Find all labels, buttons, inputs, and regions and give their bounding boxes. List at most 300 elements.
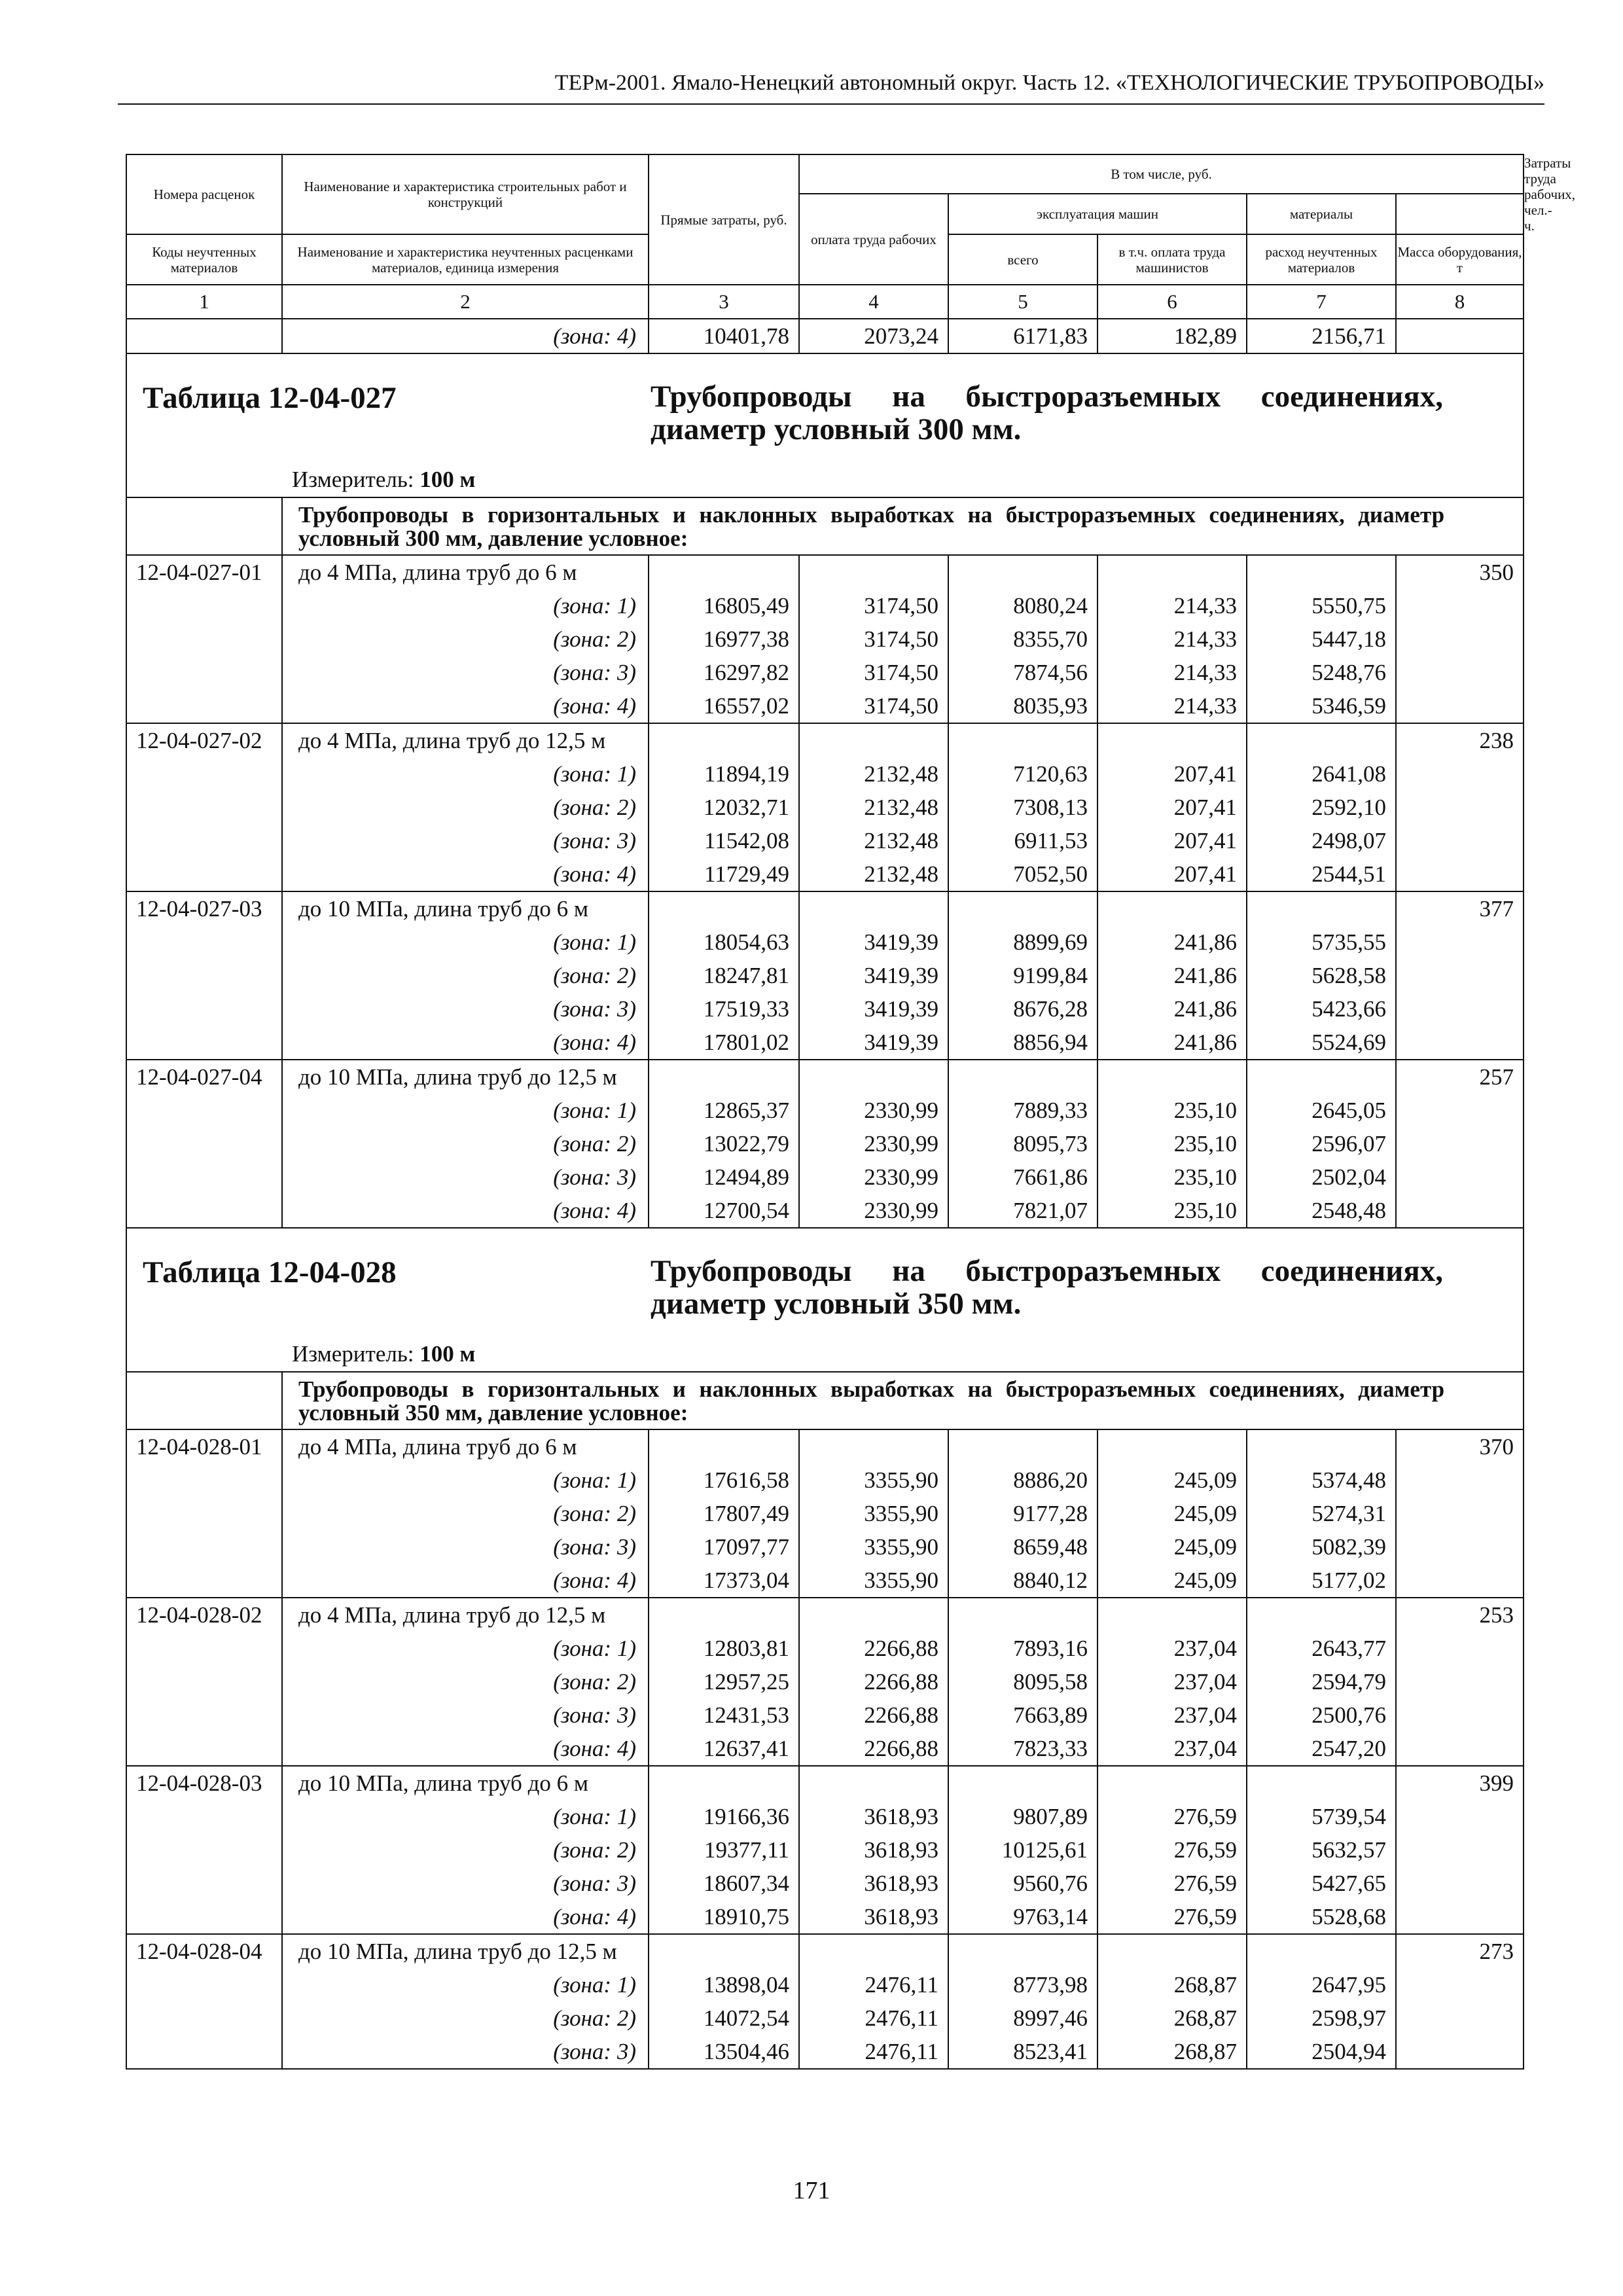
materials-cell: 5346,59 bbox=[1247, 689, 1396, 723]
zone-label: (зона: 4) bbox=[282, 689, 649, 723]
labor-costs-cell: 370 bbox=[1396, 1429, 1524, 1463]
machine-total-cell: 7120,63 bbox=[948, 757, 1097, 791]
machinist-pay-cell: 207,41 bbox=[1097, 757, 1247, 791]
labor-pay-cell: 3355,90 bbox=[799, 1564, 948, 1598]
empty-cell bbox=[1247, 1598, 1396, 1632]
work-name: до 10 МПа, длина труб до 6 м bbox=[282, 891, 649, 925]
machine-total-cell: 8355,70 bbox=[948, 622, 1097, 656]
materials-cell: 5739,54 bbox=[1247, 1800, 1396, 1833]
materials-cell: 5423,66 bbox=[1247, 992, 1396, 1026]
labor-costs-cell: 257 bbox=[1396, 1060, 1524, 1094]
empty-cell bbox=[1097, 1060, 1247, 1094]
zone-row bbox=[126, 1800, 1524, 1833]
measure-value: 100 м bbox=[419, 1341, 476, 1367]
col-header-unaccounted-materials: расход неучтенных материалов bbox=[1247, 234, 1396, 285]
code-spacer bbox=[126, 1833, 282, 1867]
machine-total-cell: 9560,76 bbox=[948, 1867, 1097, 1900]
materials-cell: 2643,77 bbox=[1247, 1632, 1396, 1665]
code-spacer bbox=[126, 589, 282, 622]
materials-cell: 2594,79 bbox=[1247, 1665, 1396, 1698]
machinist-pay-cell: 214,33 bbox=[1097, 622, 1247, 656]
empty-cell bbox=[948, 1934, 1097, 1968]
machinist-pay-cell: 245,09 bbox=[1097, 1463, 1247, 1497]
zone-label: (зона: 2) bbox=[282, 2001, 649, 2035]
direct-costs-cell: 19166,36 bbox=[649, 1800, 799, 1833]
col-header-material-codes: Коды неучтенных материалов bbox=[126, 234, 282, 285]
mass-spacer bbox=[1396, 589, 1524, 622]
empty-cell bbox=[948, 891, 1097, 925]
empty-cell bbox=[799, 891, 948, 925]
materials-cell: 5374,48 bbox=[1247, 1463, 1396, 1497]
zone-label: (зона: 4) bbox=[282, 1194, 649, 1228]
zone-label: (зона: 3) bbox=[282, 1867, 649, 1900]
machinist-pay-cell: 214,33 bbox=[1097, 656, 1247, 689]
direct-costs-cell: 12803,81 bbox=[649, 1632, 799, 1665]
labor-pay-cell: 3618,93 bbox=[799, 1900, 948, 1934]
machinist-pay-cell: 237,04 bbox=[1097, 1698, 1247, 1732]
zone-label: (зона: 2) bbox=[282, 959, 649, 992]
zone-row bbox=[126, 925, 1524, 959]
zone-row bbox=[126, 1463, 1524, 1497]
zone-label: (зона: 4) bbox=[282, 319, 649, 353]
labor-pay-cell: 2330,99 bbox=[799, 1127, 948, 1160]
empty-cell bbox=[799, 1060, 948, 1094]
zone-label: (зона: 2) bbox=[282, 1127, 649, 1160]
labor-costs-cell: 238 bbox=[1396, 723, 1524, 757]
mass-spacer bbox=[1396, 992, 1524, 1026]
carryover-row bbox=[126, 319, 1524, 353]
mass-spacer bbox=[1396, 1968, 1524, 2001]
code-spacer bbox=[126, 2001, 282, 2035]
col-number: 6 bbox=[1097, 285, 1247, 319]
materials-cell: 2544,51 bbox=[1247, 857, 1396, 891]
mass-spacer bbox=[1396, 857, 1524, 891]
direct-costs-cell: 16557,02 bbox=[649, 689, 799, 723]
mass-spacer bbox=[1396, 2001, 1524, 2035]
zone-row bbox=[126, 1127, 1524, 1160]
code-spacer bbox=[126, 1127, 282, 1160]
machine-total-cell: 8676,28 bbox=[948, 992, 1097, 1026]
labor-costs-cell: 350 bbox=[1396, 555, 1524, 589]
machinist-pay-cell: 241,86 bbox=[1097, 992, 1247, 1026]
code-spacer bbox=[126, 1867, 282, 1900]
zone-label: (зона: 4) bbox=[282, 857, 649, 891]
machinist-pay-cell: 241,86 bbox=[1097, 959, 1247, 992]
zone-label: (зона: 1) bbox=[282, 1968, 649, 2001]
materials-cell: 5528,68 bbox=[1247, 1900, 1396, 1934]
machinist-pay-cell: 214,33 bbox=[1097, 689, 1247, 723]
measure-label: Измеритель: bbox=[292, 467, 414, 492]
empty-cell bbox=[649, 1060, 799, 1094]
machine-total-cell: 7821,07 bbox=[948, 1194, 1097, 1228]
materials-cell: 2500,76 bbox=[1247, 1698, 1396, 1732]
materials-cell: 2156,71 bbox=[1247, 319, 1396, 353]
zone-label: (зона: 1) bbox=[282, 925, 649, 959]
code-spacer bbox=[126, 857, 282, 891]
zone-row bbox=[126, 689, 1524, 723]
empty-cell bbox=[1247, 555, 1396, 589]
table-heading bbox=[126, 1228, 1524, 1372]
machine-total-cell: 8773,98 bbox=[948, 1968, 1097, 2001]
zone-row bbox=[126, 791, 1524, 824]
col-header-including: В том числе, руб. bbox=[799, 154, 1524, 194]
zone-row bbox=[126, 1833, 1524, 1867]
mass-spacer bbox=[1396, 1564, 1524, 1598]
item-row bbox=[126, 723, 1524, 757]
zone-label: (зона: 3) bbox=[282, 824, 649, 857]
code-spacer bbox=[126, 992, 282, 1026]
machine-total-cell: 7889,33 bbox=[948, 1094, 1097, 1127]
mass-spacer bbox=[1396, 1867, 1524, 1900]
direct-costs-cell: 18910,75 bbox=[649, 1900, 799, 1934]
materials-cell: 5632,57 bbox=[1247, 1833, 1396, 1867]
zone-row bbox=[126, 1530, 1524, 1564]
zone-label: (зона: 2) bbox=[282, 791, 649, 824]
col-header-machine-operation: эксплуатация машин bbox=[948, 194, 1247, 234]
zone-label: (зона: 3) bbox=[282, 992, 649, 1026]
zone-label: (зона: 1) bbox=[282, 1632, 649, 1665]
materials-cell: 2647,95 bbox=[1247, 1968, 1396, 2001]
mass-spacer bbox=[1396, 1094, 1524, 1127]
empty-cell bbox=[799, 555, 948, 589]
zone-row bbox=[126, 1732, 1524, 1766]
rate-code: 12-04-028-01 bbox=[126, 1429, 282, 1463]
group-spacer bbox=[126, 1372, 282, 1429]
machinist-pay-cell: 245,09 bbox=[1097, 1497, 1247, 1530]
work-name: до 10 МПа, длина труб до 12,5 м bbox=[282, 1934, 649, 1968]
table-number: Таблица 12-04-027 bbox=[143, 381, 397, 415]
code-spacer bbox=[126, 1094, 282, 1127]
running-header: ТЕРм-2001. Ямало-Ненецкий автономный округ. Часть 12. «ТЕХНОЛОГИЧЕСКИЕ ТРУБОПРОВОДЫ» bbox=[118, 68, 1544, 105]
measure-line bbox=[292, 1341, 475, 1367]
direct-costs-cell: 12637,41 bbox=[649, 1732, 799, 1766]
item-row bbox=[126, 891, 1524, 925]
code-spacer bbox=[126, 1463, 282, 1497]
empty-cell bbox=[948, 1766, 1097, 1800]
col-header-labor-pay: оплата труда рабочих bbox=[799, 194, 948, 285]
zone-label: (зона: 3) bbox=[282, 1530, 649, 1564]
empty-cell bbox=[948, 1598, 1097, 1632]
machine-total-cell: 9177,28 bbox=[948, 1497, 1097, 1530]
direct-costs-cell: 17801,02 bbox=[649, 1026, 799, 1060]
empty-cell bbox=[649, 1429, 799, 1463]
materials-cell: 5447,18 bbox=[1247, 622, 1396, 656]
empty-cell bbox=[1097, 555, 1247, 589]
direct-costs-cell: 18607,34 bbox=[649, 1867, 799, 1900]
zone-row bbox=[126, 2001, 1524, 2035]
work-name: до 4 МПа, длина труб до 12,5 м bbox=[282, 723, 649, 757]
code-spacer bbox=[126, 1698, 282, 1732]
mass-spacer bbox=[1396, 622, 1524, 656]
materials-cell: 2592,10 bbox=[1247, 791, 1396, 824]
labor-pay-cell: 2266,88 bbox=[799, 1732, 948, 1766]
col-header-machinist-pay: в т.ч. оплата труда машинистов bbox=[1097, 234, 1247, 285]
zone-label: (зона: 3) bbox=[282, 2035, 649, 2069]
materials-cell: 2596,07 bbox=[1247, 1127, 1396, 1160]
machine-total-cell: 7663,89 bbox=[948, 1698, 1097, 1732]
materials-cell: 2547,20 bbox=[1247, 1732, 1396, 1766]
machinist-pay-cell: 235,10 bbox=[1097, 1160, 1247, 1194]
group-description: Трубопроводы в горизонтальных и наклонных выработках на быстроразъемных соединениях, диаметр условный 300 мм, давление условное: bbox=[282, 497, 1524, 555]
labor-pay-cell: 2132,48 bbox=[799, 757, 948, 791]
mass-spacer bbox=[1396, 757, 1524, 791]
machinist-pay-cell: 276,59 bbox=[1097, 1867, 1247, 1900]
zone-row bbox=[126, 1968, 1524, 2001]
machine-total-cell: 7823,33 bbox=[948, 1732, 1097, 1766]
direct-costs-cell: 17097,77 bbox=[649, 1530, 799, 1564]
col-header-total: всего bbox=[948, 234, 1097, 285]
zone-label: (зона: 4) bbox=[282, 1732, 649, 1766]
materials-cell: 5524,69 bbox=[1247, 1026, 1396, 1060]
direct-costs-cell: 16977,38 bbox=[649, 622, 799, 656]
code-spacer bbox=[126, 1732, 282, 1766]
zone-label: (зона: 4) bbox=[282, 1900, 649, 1934]
direct-costs-cell: 16805,49 bbox=[649, 589, 799, 622]
direct-costs-cell: 14072,54 bbox=[649, 2001, 799, 2035]
work-name: до 4 МПа, длина труб до 6 м bbox=[282, 555, 649, 589]
code-spacer bbox=[126, 656, 282, 689]
machinist-pay-cell: 207,41 bbox=[1097, 824, 1247, 857]
labor-pay-cell: 3419,39 bbox=[799, 959, 948, 992]
zone-row bbox=[126, 992, 1524, 1026]
zone-row bbox=[126, 857, 1524, 891]
machinist-pay-cell: 235,10 bbox=[1097, 1127, 1247, 1160]
zone-row bbox=[126, 1867, 1524, 1900]
work-name: до 10 МПа, длина труб до 6 м bbox=[282, 1766, 649, 1800]
direct-costs-cell: 13504,46 bbox=[649, 2035, 799, 2069]
zone-label: (зона: 1) bbox=[282, 1463, 649, 1497]
mass-spacer bbox=[1396, 1127, 1524, 1160]
labor-pay-cell: 3419,39 bbox=[799, 992, 948, 1026]
labor-pay-cell: 2266,88 bbox=[799, 1665, 948, 1698]
materials-cell: 5274,31 bbox=[1247, 1497, 1396, 1530]
machine-total-cell: 8856,94 bbox=[948, 1026, 1097, 1060]
zone-label: (зона: 1) bbox=[282, 757, 649, 791]
labor-pay-cell: 2330,99 bbox=[799, 1094, 948, 1127]
materials-cell: 5248,76 bbox=[1247, 656, 1396, 689]
materials-cell: 2645,05 bbox=[1247, 1094, 1396, 1127]
labor-pay-cell: 3419,39 bbox=[799, 925, 948, 959]
table-heading bbox=[126, 353, 1524, 497]
rate-code: 12-04-027-04 bbox=[126, 1060, 282, 1094]
code-spacer bbox=[126, 1800, 282, 1833]
rates-table: Номера расценок Наименование и характеристика строительных работ и конструкций Прямые затраты, руб. В том числе, руб. Затраты труда рабочих, чел.-ч. оплата труда рабочих эксплуатация машин материалы Коды неучтенных материалов Наименование и характеристика неучтенных расценками материалов, единица измерения всего в т.ч. оплата труда машинистов расход неучтенных материалов Масса оборудования, т 1 2 3 4 5 6 7 8 (зона: 4) 10401,78 2073,24 6171,83 182,89 2156,71 Таблица 12-04-027 Трубопроводы на быстроразъемных соединениях, диаметр условный 300 мм. Измеритель: 100 м Трубопроводы в горизонтальных и наклонных выработках на быстроразъемных соединениях, диаметр условный 300 мм, давление условное: 12-04-027-01 до 4 МПа, длина труб до 6 м 350 (зона: 1) 16805,49 3174,50 8080,24 214,33 5550,75 (зона: 2) 16977,38 3174,50 8355,70 214,33 5447,18 (зона: 3) 16297,82 3174,50 7874,56 214,33 5248,76 (зона: 4) 16557,02 3174,50 8035,93 214,33 5346,59 12-04-027-02 до 4 МПа, длина труб до 12,5 м 238 (зона: 1) 11894,19 2132,48 7120,63 207,41 2641,08 (зона: 2) 12032,71 2132,48 7308,13 207,41 2592,10 (зона: 3) 11542,08 2132,48 6911,53 207,41 2498,07 (зона: 4) 11729,49 2132,48 7052,50 207,41 2544,51 12-04-027-03 до 10 МПа, длина труб до 6 м 377 (зона: 1) 18054,63 3419,39 8899,69 241,86 5735,55 (зона: 2) 18247,81 3419,39 9199,84 241,86 5628,58 (зона: 3) 17519,33 3419,39 8676,28 241,86 5423,66 (зона: 4) 17801,02 3419,39 8856,94 241,86 5524,69 12-04-027-04 до 10 МПа, длина труб до 12,5 м 257 (зона: 1) 12865,37 2330,99 7889,33 235,10 2645,05 (зона: 2) 13022,79 2330,99 8095,73 235,10 2596,07 (зона: 3) 12494,89 2330,99 7661,86 235,10 2502,04 (зона: 4) 12700,54 2330,99 7821,07 235,10 2548,48 Таблица 12-04-028 Трубопроводы на быстроразъемных соединениях, диаметр условный 350 мм. Измеритель: 100 м Трубопроводы в горизонтальных и наклонных выработках на быстроразъемных соединениях, диаметр условный 350 мм, давление условное: 12-04-028-01 до 4 МПа, длина труб до 6 м 370 (зона: 1) 17616,58 3355,90 8886,20 245,09 5374,48 (зона: 2) 17807,49 3355,90 9177,28 245,09 5274,31 (зона: 3) 17097,77 3355,90 8659,48 245,09 5082,39 (зона: 4) 17373,04 3355,90 8840,12 245,09 5177,02 12-04-028-02 до 4 МПа, длина труб до 12,5 м 253 (зона: 1) 12803,81 2266,88 7893,16 237,04 2643,77 (зона: 2) 12957,25 2266,88 8095,58 237,04 2594,79 (зона: 3) 12431,53 2266,88 7663,89 237,04 2500,76 (зона: 4) 12637,41 2266,88 7823,33 237,04 2547,20 12-04-028-03 до 10 МПа, длина труб до 6 м 399 (зона: 1) 19166,36 3618,93 9807,89 276,59 5739,54 (зона: 2) 19377,11 3618,93 10125,61 276,59 5632,57 (зона: 3) 18607,34 3618,93 9560,76 276,59 5427,65 (зона: 4) 18910,75 3618,93 9763,14 276,59 5528,68 12-04-028-04 до 10 МПа, длина труб до 12,5 м 273 (зона: 1) 13898,04 2476,11 8773,98 268,87 2647,95 (зона: 2) 14072,54 2476,11 8997,46 268,87 2598,97 (зона: 3) 13504,46 2476,11 8523,41 268,87 2504,94 bbox=[126, 154, 1524, 2070]
empty-cell bbox=[1247, 891, 1396, 925]
labor-pay-cell: 3419,39 bbox=[799, 1026, 948, 1060]
machinist-pay-cell: 268,87 bbox=[1097, 2001, 1247, 2035]
machinist-pay-cell: 276,59 bbox=[1097, 1833, 1247, 1867]
empty-cell bbox=[1247, 1766, 1396, 1800]
code-spacer bbox=[126, 1968, 282, 2001]
machine-total-cell: 7661,86 bbox=[948, 1160, 1097, 1194]
col-header-direct-costs: Прямые затраты, руб. bbox=[649, 154, 799, 285]
labor-costs-cell: 399 bbox=[1396, 1766, 1524, 1800]
empty-cell bbox=[799, 1429, 948, 1463]
labor-pay-cell: 3355,90 bbox=[799, 1463, 948, 1497]
direct-costs-cell: 18247,81 bbox=[649, 959, 799, 992]
machine-total-cell: 8080,24 bbox=[948, 589, 1097, 622]
mass-spacer bbox=[1396, 656, 1524, 689]
table-title-row bbox=[126, 353, 1524, 497]
item-row bbox=[126, 1934, 1524, 1968]
machine-total-cell: 9763,14 bbox=[948, 1900, 1097, 1934]
machinist-pay-cell: 237,04 bbox=[1097, 1632, 1247, 1665]
mass-spacer bbox=[1396, 1530, 1524, 1564]
col-number: 8 bbox=[1396, 285, 1524, 319]
labor-pay-cell: 2330,99 bbox=[799, 1160, 948, 1194]
col-number: 2 bbox=[282, 285, 649, 319]
direct-costs-cell: 10401,78 bbox=[649, 319, 799, 353]
machinist-pay-cell: 276,59 bbox=[1097, 1800, 1247, 1833]
machine-total-cell: 7052,50 bbox=[948, 857, 1097, 891]
direct-costs-cell: 16297,82 bbox=[649, 656, 799, 689]
machine-total-cell: 7874,56 bbox=[948, 656, 1097, 689]
empty-cell bbox=[1097, 1766, 1247, 1800]
empty-cell bbox=[1247, 1429, 1396, 1463]
empty-cell bbox=[799, 723, 948, 757]
machinist-pay-cell: 245,09 bbox=[1097, 1564, 1247, 1598]
mass-spacer bbox=[1396, 2035, 1524, 2069]
zone-row bbox=[126, 1665, 1524, 1698]
machinist-pay-cell: 276,59 bbox=[1097, 1900, 1247, 1934]
labor-pay-cell: 3174,50 bbox=[799, 689, 948, 723]
empty-cell bbox=[649, 891, 799, 925]
direct-costs-cell: 17519,33 bbox=[649, 992, 799, 1026]
item-row bbox=[126, 555, 1524, 589]
zone-row bbox=[126, 622, 1524, 656]
materials-cell: 5550,75 bbox=[1247, 589, 1396, 622]
empty-cell bbox=[799, 1934, 948, 1968]
zone-row bbox=[126, 1564, 1524, 1598]
zone-row bbox=[126, 2035, 1524, 2069]
code-spacer bbox=[126, 757, 282, 791]
group-row bbox=[126, 497, 1524, 555]
empty-cell bbox=[1097, 1429, 1247, 1463]
empty-cell bbox=[948, 1429, 1097, 1463]
machine-total-cell: 8899,69 bbox=[948, 925, 1097, 959]
code-spacer bbox=[126, 689, 282, 723]
work-name: до 4 МПа, длина труб до 12,5 м bbox=[282, 1598, 649, 1632]
code-spacer bbox=[126, 1900, 282, 1934]
code-spacer bbox=[126, 925, 282, 959]
materials-cell: 2498,07 bbox=[1247, 824, 1396, 857]
machine-total-cell: 9807,89 bbox=[948, 1800, 1097, 1833]
mass-spacer bbox=[1396, 1632, 1524, 1665]
table-number: Таблица 12-04-028 bbox=[143, 1255, 397, 1289]
empty-cell bbox=[948, 723, 1097, 757]
col-header-materials: материалы bbox=[1247, 194, 1396, 234]
rate-code: 12-04-027-01 bbox=[126, 555, 282, 589]
direct-costs-cell: 17373,04 bbox=[649, 1564, 799, 1598]
labor-pay-cell: 2476,11 bbox=[799, 1968, 948, 2001]
materials-cell: 2504,94 bbox=[1247, 2035, 1396, 2069]
machinist-pay-cell: 241,86 bbox=[1097, 1026, 1247, 1060]
direct-costs-cell: 12700,54 bbox=[649, 1194, 799, 1228]
code-spacer bbox=[126, 1160, 282, 1194]
labor-pay-cell: 2132,48 bbox=[799, 791, 948, 824]
labor-pay-cell: 3618,93 bbox=[799, 1833, 948, 1867]
empty-cell bbox=[649, 1934, 799, 1968]
labor-pay-cell: 2073,24 bbox=[799, 319, 948, 353]
item-row bbox=[126, 1598, 1524, 1632]
zone-label: (зона: 1) bbox=[282, 1094, 649, 1127]
table-title: Трубопроводы на быстроразъемных соединениях, диаметр условный 350 мм. bbox=[651, 1254, 1444, 1321]
machine-total-cell: 8997,46 bbox=[948, 2001, 1097, 2035]
col-number: 3 bbox=[649, 285, 799, 319]
machine-total-cell: 8035,93 bbox=[948, 689, 1097, 723]
materials-cell: 2548,48 bbox=[1247, 1194, 1396, 1228]
machine-total-cell: 6911,53 bbox=[948, 824, 1097, 857]
mass-spacer bbox=[1396, 1497, 1524, 1530]
direct-costs-cell: 13898,04 bbox=[649, 1968, 799, 2001]
zone-label: (зона: 3) bbox=[282, 1160, 649, 1194]
mass-spacer bbox=[1396, 1665, 1524, 1698]
code-spacer bbox=[126, 1194, 282, 1228]
empty-cell bbox=[1247, 1060, 1396, 1094]
empty-cell bbox=[799, 1766, 948, 1800]
col-number: 7 bbox=[1247, 285, 1396, 319]
zone-row bbox=[126, 1497, 1524, 1530]
machine-total-cell: 10125,61 bbox=[948, 1833, 1097, 1867]
materials-cell: 5082,39 bbox=[1247, 1530, 1396, 1564]
empty-cell bbox=[649, 723, 799, 757]
labor-pay-cell: 2476,11 bbox=[799, 2001, 948, 2035]
code-spacer bbox=[126, 1026, 282, 1060]
machinist-pay-cell: 235,10 bbox=[1097, 1094, 1247, 1127]
item-row bbox=[126, 1060, 1524, 1094]
labor-pay-cell: 3355,90 bbox=[799, 1530, 948, 1564]
zone-label: (зона: 4) bbox=[282, 1564, 649, 1598]
group-row bbox=[126, 1372, 1524, 1429]
page-number: 171 bbox=[793, 2177, 830, 2204]
zone-label: (зона: 3) bbox=[282, 656, 649, 689]
machinist-pay-cell: 182,89 bbox=[1097, 319, 1247, 353]
code-spacer bbox=[126, 1564, 282, 1598]
group-description: Трубопроводы в горизонтальных и наклонных выработках на быстроразъемных соединениях, диаметр условный 350 мм, давление условное: bbox=[282, 1372, 1524, 1429]
zone-row bbox=[126, 1698, 1524, 1732]
direct-costs-cell: 11542,08 bbox=[649, 824, 799, 857]
measure-value: 100 м bbox=[419, 467, 476, 492]
materials-cell: 5735,55 bbox=[1247, 925, 1396, 959]
machinist-pay-cell: 207,41 bbox=[1097, 857, 1247, 891]
machine-total-cell: 8095,58 bbox=[948, 1665, 1097, 1698]
code-spacer bbox=[126, 622, 282, 656]
materials-cell: 2641,08 bbox=[1247, 757, 1396, 791]
direct-costs-cell: 11729,49 bbox=[649, 857, 799, 891]
empty-cell bbox=[649, 1598, 799, 1632]
mass-spacer bbox=[1396, 689, 1524, 723]
code-spacer bbox=[126, 791, 282, 824]
machine-total-cell: 7893,16 bbox=[948, 1632, 1097, 1665]
direct-costs-cell: 11894,19 bbox=[649, 757, 799, 791]
col-number: 1 bbox=[126, 285, 282, 319]
col-number: 4 bbox=[799, 285, 948, 319]
mass-spacer bbox=[1396, 824, 1524, 857]
item-row bbox=[126, 1766, 1524, 1800]
zone-row bbox=[126, 1900, 1524, 1934]
direct-costs-cell: 12957,25 bbox=[649, 1665, 799, 1698]
mass-spacer bbox=[1396, 791, 1524, 824]
work-name: до 10 МПа, длина труб до 12,5 м bbox=[282, 1060, 649, 1094]
zone-row bbox=[126, 1026, 1524, 1060]
mass-spacer bbox=[1396, 1463, 1524, 1497]
zone-row bbox=[126, 656, 1524, 689]
rate-code: 12-04-027-03 bbox=[126, 891, 282, 925]
zone-row bbox=[126, 589, 1524, 622]
machinist-pay-cell: 237,04 bbox=[1097, 1732, 1247, 1766]
labor-pay-cell: 2266,88 bbox=[799, 1632, 948, 1665]
code-spacer bbox=[126, 1497, 282, 1530]
